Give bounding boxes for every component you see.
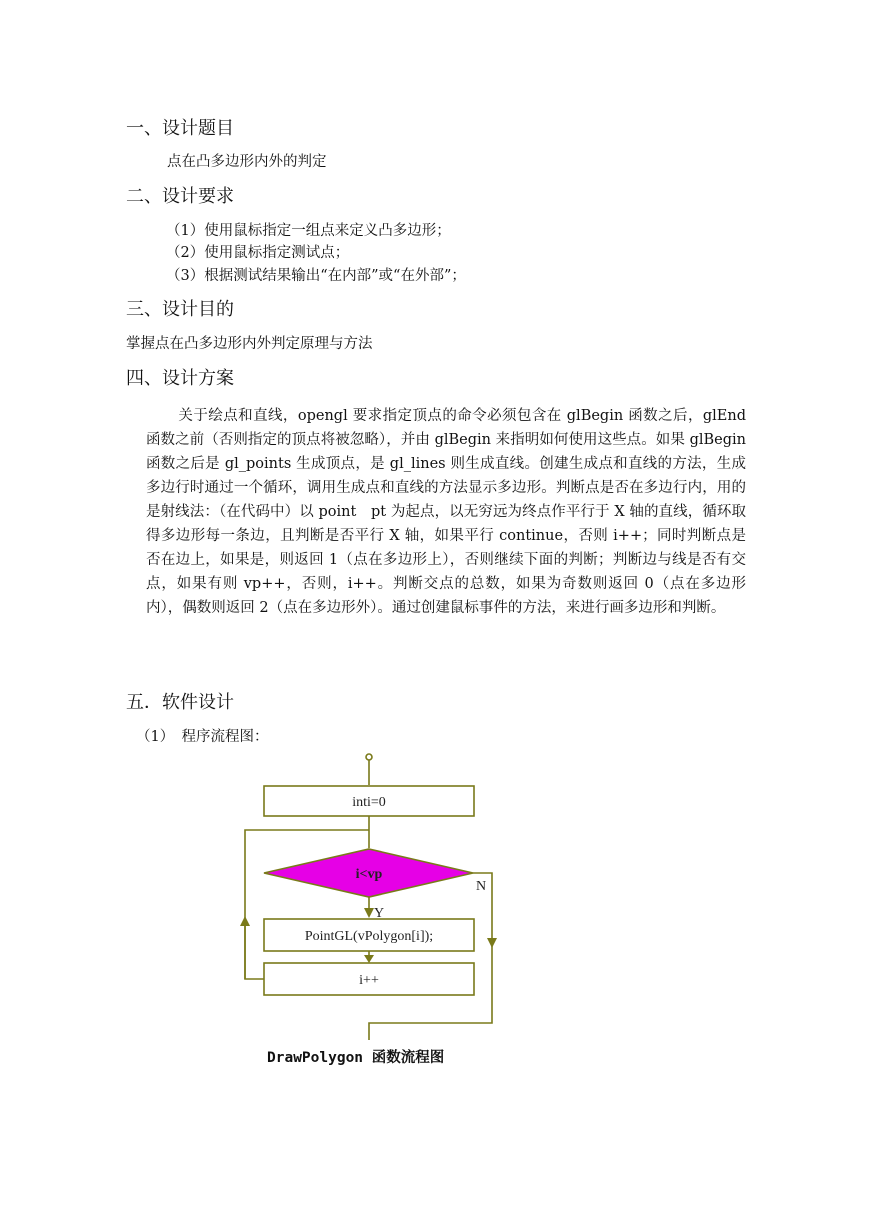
section-5-subheading: （1） 程序流程图：: [136, 729, 269, 745]
section-1-heading: 一、设计题目: [126, 118, 234, 139]
arrow-head: [240, 916, 250, 926]
arrow-head: [364, 908, 374, 918]
arrow-head: [487, 938, 497, 948]
requirement-item: （3）根据测试结果输出“在内部”或“在外部”；: [166, 268, 466, 284]
section-3-heading: 三、设计目的: [126, 299, 234, 320]
section-4-text: 关于绘点和直线，opengl 要求指定顶点的命令必须包含在 glBegin 函数之后，glEnd 函数之前（否则指定的顶点将被忽略），并由 glBegin 来指明如何使用这些点。如果 glBegin 函数之后是 gl_points 生成顶点，是 gl_lines 则生成直线。创建生成点和直线的方法，生成多边行时通过一个循环，调用生成点和直线的方法显示多边形。判断点是否在多边行内，用的是射线法：（在代码中）以 point pt 为起点，以无穷远为终点作平行于 X 轴的直线，循环取得多边形每一条边，且判断是否平行 X 轴，如果平行 continue，否则 i++；同时判断点是否在边上，如果是，则返回 1（点在多边形上），否则继续下面的判断；判断边与线是否有交点，如果有则 vp++，否则，i++。判断交点的总数，如果为奇数则返回 0（点在多边形内），偶数则返回 2（点在多边形外）。通过创建鼠标事件的方法，来进行画多边形和判断。: [146, 408, 746, 616]
call-label: PointGL(vPolygon[i]);: [304, 929, 434, 944]
section-3-body: 掌握点在凸多边形内外判定原理与方法: [126, 336, 373, 352]
section-4-body: [146, 404, 746, 620]
section-4-heading: 四、设计方案: [126, 368, 234, 389]
start-node: [366, 754, 372, 760]
section-2-heading: 二、设计要求: [126, 186, 234, 207]
increment-label: i++: [359, 973, 379, 988]
decision-label: i<vp: [355, 867, 383, 882]
no-label: N: [476, 879, 487, 894]
arrow-head: [364, 955, 374, 963]
flowchart-caption: DrawPolygon 函数流程图: [267, 1050, 445, 1066]
requirement-item: （1）使用鼠标指定一组点来定义凸多边形；: [166, 223, 451, 239]
yes-label: Y: [374, 906, 385, 921]
init-label: inti=0: [352, 795, 386, 810]
section-5-heading: 五．软件设计: [126, 692, 234, 713]
loop-back-line: [245, 830, 369, 979]
requirement-item: （2）使用鼠标指定测试点；: [166, 245, 350, 261]
section-1-body: 点在凸多边形内外的判定: [167, 154, 327, 170]
flowchart: [230, 748, 520, 1048]
exit-line: [369, 873, 492, 1040]
